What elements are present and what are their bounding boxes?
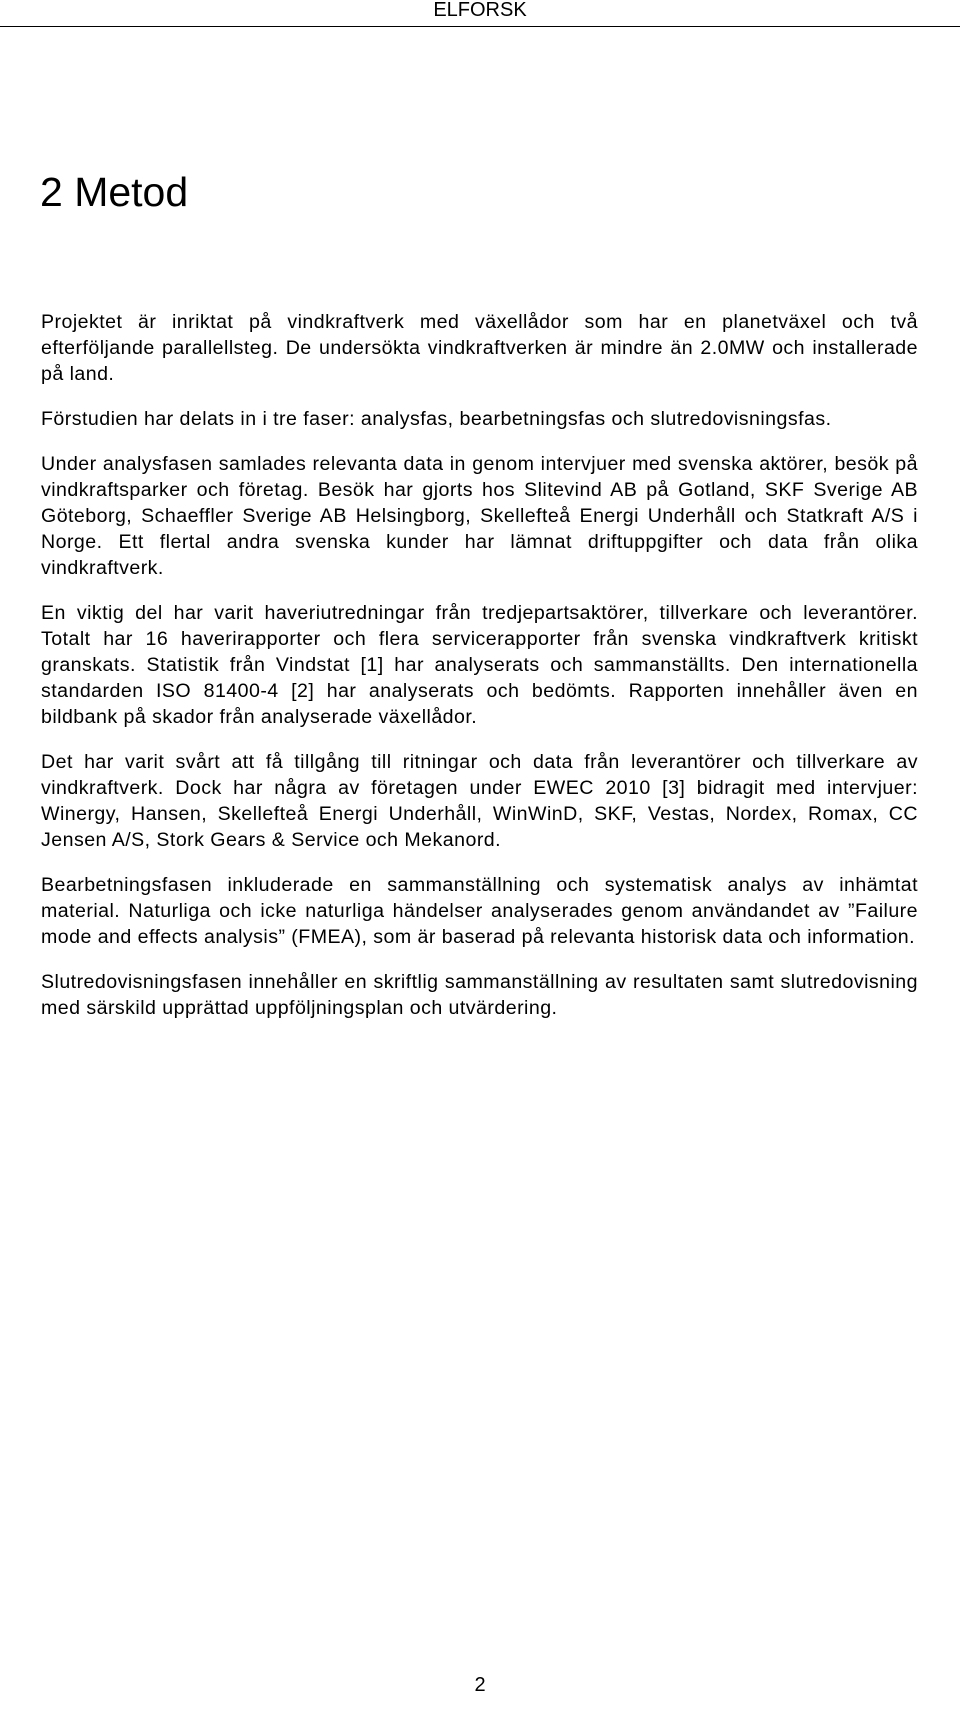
paragraph-failure-reports: En viktig del har varit haveriutredningar från tredjepartsaktörer, tillverkare och leverantörer. Totalt har 16 haverirapporter och flera servicerapporter från svenska vindkraftverk kritiskt granskats. Statistik från Vindstat [1] har analyserats och sammanställts. Den internationella standarden ISO 81400-4 [2] har analyserats och bedömts. Rapporten innehåller även en bildbank på skador från analyserade växellådor. bbox=[41, 602, 918, 728]
paragraph-intro: Projektet är inriktat på vindkraftverk med växellådor som har en planetväxel och två efterföljande parallellsteg. De undersökta vindkraftverken är mindre än 2.0MW och installerade på land. bbox=[41, 311, 918, 385]
page-header bbox=[0, 0, 960, 27]
header-title: ELFORSK bbox=[433, 0, 527, 21]
body-text bbox=[41, 309, 918, 1040]
chapter-title: 2 Metod bbox=[40, 169, 189, 215]
paragraph-processing-phase: Bearbetningsfasen inkluderade en sammanställning och systematisk analys av inhämtat material. Naturliga och icke naturliga händelser analyserades genom användandet av ”Failure mode and effects analysis” (FMEA), som är baserad på relevanta historisk data och information. bbox=[41, 874, 918, 948]
page-number: 2 bbox=[474, 1674, 486, 1696]
paragraph-analysis-phase: Under analysfasen samlades relevanta data in genom intervjuer med svenska aktörer, besök på vindkraftsparker och företag. Besök har gjorts hos Slitevind AB på Gotland, SKF Sverige AB Göteborg, Schaeffler Sverige AB Helsingborg, Skellefteå Energi Underhåll och Statkraft A/S i Norge. Ett flertal andra svenska kunder har lämnat driftuppgifter och data från olika vindkraftverk. bbox=[41, 453, 918, 579]
paragraph-final-phase: Slutredovisningsfasen innehåller en skriftlig sammanställning av resultaten samt slutredovisning med särskild upprättad uppföljningsplan och utvärdering. bbox=[41, 971, 918, 1019]
paragraph-phases: Förstudien har delats in i tre faser: analysfas, bearbetningsfas och slutredovisningsfas. bbox=[41, 408, 832, 430]
paragraph-manufacturers: Det har varit svårt att få tillgång till ritningar och data från leverantörer och tillverkare av vindkraftverk. Dock har några av företagen under EWEC 2010 [3] bidragit med intervjuer: Winergy, Hansen, Skellefteå Energi Underhåll, WinWinD, SKF, Vestas, Nordex, Romax, CC Jensen A/S, Stork Gears & Service och Mekanord. bbox=[41, 751, 918, 851]
